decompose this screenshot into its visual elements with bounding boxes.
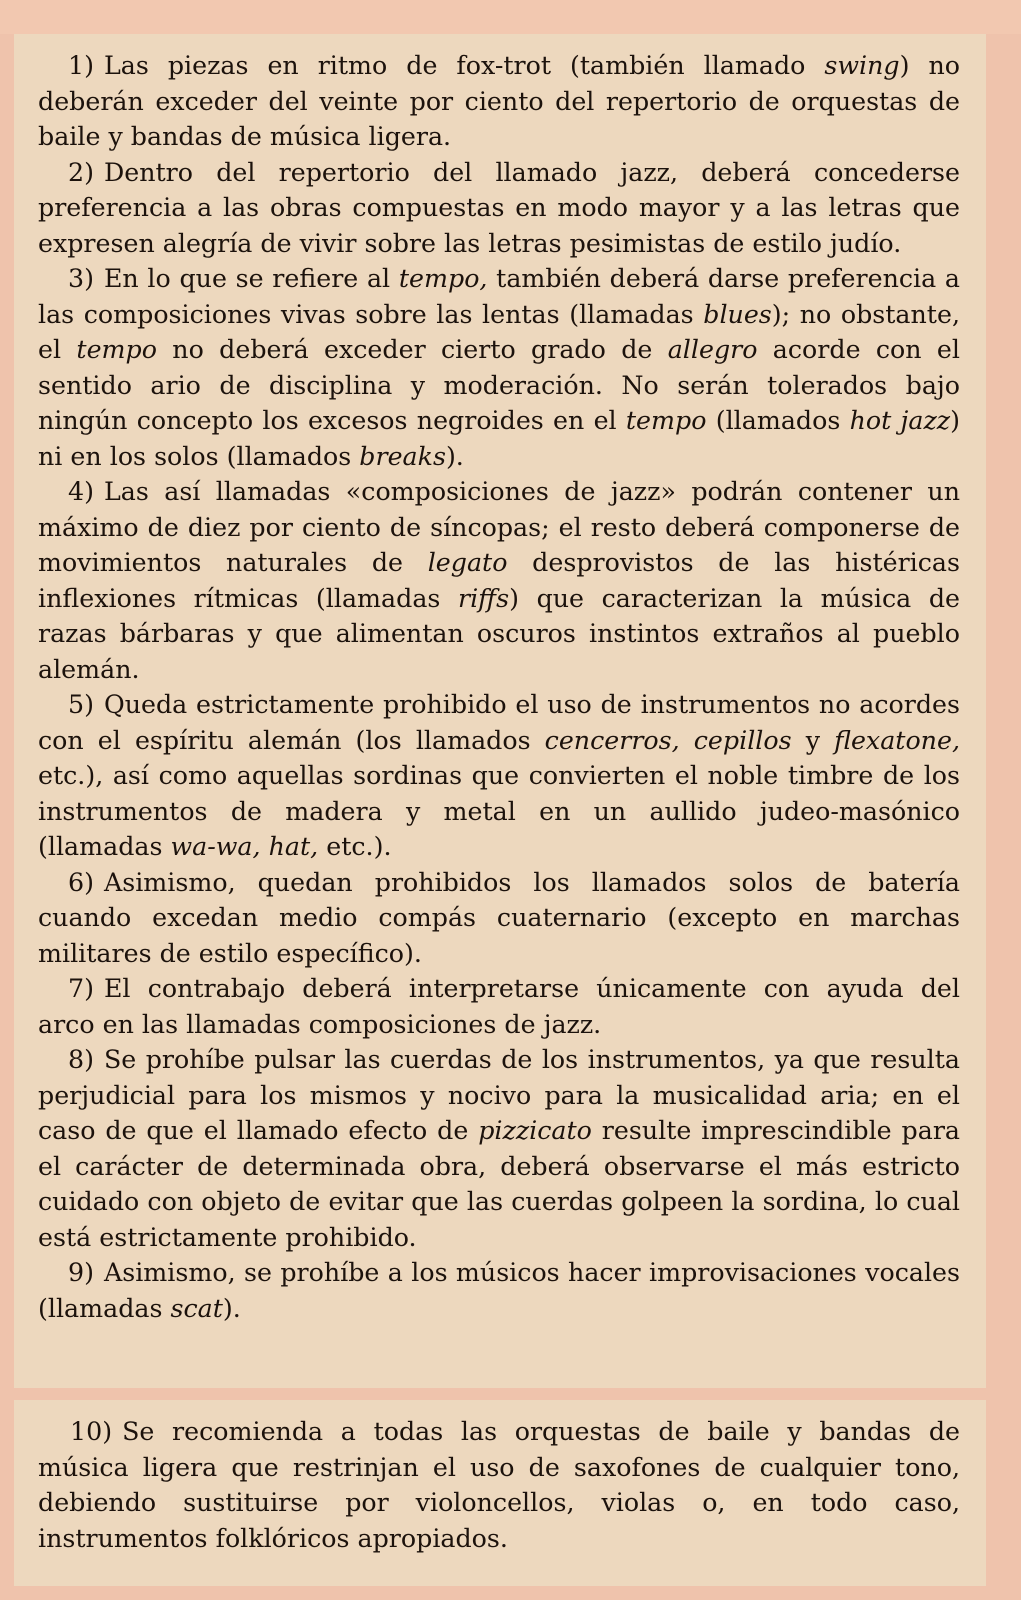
clause-text: también deberá darse preferencia a las composiciones vivas sobre las lentas (llamadas	[38, 264, 960, 329]
clause-text: Las así llamadas «composiciones de jazz» podrán contener un máximo de diez por ciento de síncopas; el resto deberá componerse de movimientos naturales de	[38, 477, 960, 577]
clause-text: y	[791, 725, 835, 755]
clause-number: 8)	[68, 1045, 94, 1074]
clause-5	[38, 687, 960, 865]
clause-term: hot jazz	[849, 406, 951, 435]
clause-text: ) ni en los solos (llamados	[38, 406, 960, 471]
clause-number: 2)	[68, 157, 94, 187]
clause-text: ).	[445, 441, 464, 471]
clause-term: swing	[824, 51, 900, 80]
clause-number: 6)	[68, 867, 94, 897]
clause-number: 1)	[68, 51, 94, 80]
page-top-margin	[0, 0, 1021, 34]
page-break-gap	[0, 1388, 1021, 1400]
clause-term: flexatone,	[834, 725, 960, 755]
clause-text: ).	[222, 1293, 241, 1323]
clause-term: tempo	[625, 406, 707, 435]
clause-text: ) no deberán exceder del veinte por ciento del repertorio de orquestas de baile y bandas de música ligera.	[38, 51, 961, 151]
document-page-bottom	[14, 1400, 986, 1586]
clause-term: allegro	[667, 335, 758, 364]
clause-number: 7)	[68, 974, 94, 1003]
clause-4	[38, 474, 960, 687]
clause-number: 5)	[68, 690, 94, 719]
clause-term: scat	[170, 1293, 223, 1323]
clause-number: 3)	[68, 264, 94, 293]
clause-text: resulte imprescindible para el carácter de determinada obra, deberá observarse el más estricto cuidado con objeto de evitar que las cuerdas golpeen la sordina, lo cual está estrictamente prohibido.	[38, 1116, 960, 1252]
clause-term: tempo,	[398, 264, 488, 293]
clause-text: (llamados	[706, 406, 850, 435]
clause-text: etc.), así como aquellas sordinas que convierten el noble timbre de los instrumentos de madera y metal en un aullido judeo-masónico (llamadas	[38, 761, 960, 861]
clause-text: En lo que se refiere al	[103, 264, 399, 293]
clause-text: no deberá exceder cierto grado de	[156, 335, 668, 364]
clause-10	[38, 1414, 960, 1556]
clause-term: riffs	[458, 583, 510, 613]
clause-text: Asimismo, se prohíbe a los músicos hacer improvisaciones vocales (llamadas	[38, 1258, 960, 1323]
clause-6	[38, 865, 960, 972]
clause-term: tempo	[76, 335, 157, 364]
clause-text: El contrabajo deberá interpretarse únicamente con ayuda del arco en las llamadas composiciones de jazz.	[38, 974, 960, 1039]
clause-text: ) que caracterizan la música de razas bárbaras y que alimentan oscuros instintos extraños al pueblo alemán.	[38, 583, 960, 684]
clause-term: pizzicato	[478, 1116, 592, 1145]
clause-8	[38, 1042, 960, 1255]
clause-number: 4)	[68, 477, 94, 506]
clause-term: cencerros, cepillos	[544, 725, 792, 755]
clause-2	[38, 155, 960, 262]
clause-term: breaks	[359, 441, 446, 471]
clause-text: Las piezas en ritmo de fox-trot (también llamado	[103, 51, 825, 80]
clause-text: etc.).	[318, 832, 392, 861]
clause-7	[38, 971, 960, 1042]
clause-1	[38, 48, 960, 155]
clause-text: ); no obstante, el	[38, 299, 960, 364]
clause-3	[38, 261, 960, 474]
clause-number: 9)	[68, 1258, 94, 1287]
clause-term: legato	[427, 548, 508, 577]
clause-term: wa-wa, hat,	[170, 832, 319, 861]
clause-text: Asimismo, quedan prohibidos los llamados solos de batería cuando excedan medio compás cuaternario (excepto en marchas militares de estilo específico).	[38, 867, 960, 968]
clause-text: Dentro del repertorio del llamado jazz, deberá concederse preferencia a las obras compuestas en modo mayor y a las letras que expresen alegría de vivir sobre las letras pesimistas de estilo judío.	[38, 157, 960, 258]
clause-number: 10)	[70, 1417, 113, 1446]
clause-text: desprovistos de las histéricas inflexiones rítmicas (llamadas	[38, 548, 960, 613]
clause-text: acorde con el sentido ario de disciplina y moderación. No serán tolerados bajo ningún concepto los excesos negroides en el	[38, 335, 960, 435]
clause-text: Queda estrictamente prohibido el uso de instrumentos no acordes con el espíritu alemán (los llamados	[38, 690, 960, 755]
clause-text: Se prohíbe pulsar las cuerdas de los instrumentos, ya que resulta perjudicial para los mismos y nocivo para la musicalidad aria; en el caso de que el llamado efecto de	[38, 1045, 960, 1145]
clause-9	[38, 1255, 960, 1326]
clause-text: Se recomienda a todas las orquestas de baile y bandas de música ligera que restrinjan el uso de saxofones de cualquier tono, debiendo sustituirse por violoncellos, violas o, en todo caso, instrumentos folklóricos apropiados.	[38, 1417, 960, 1553]
document-page-main	[14, 34, 986, 1388]
clause-term: blues	[703, 299, 772, 329]
